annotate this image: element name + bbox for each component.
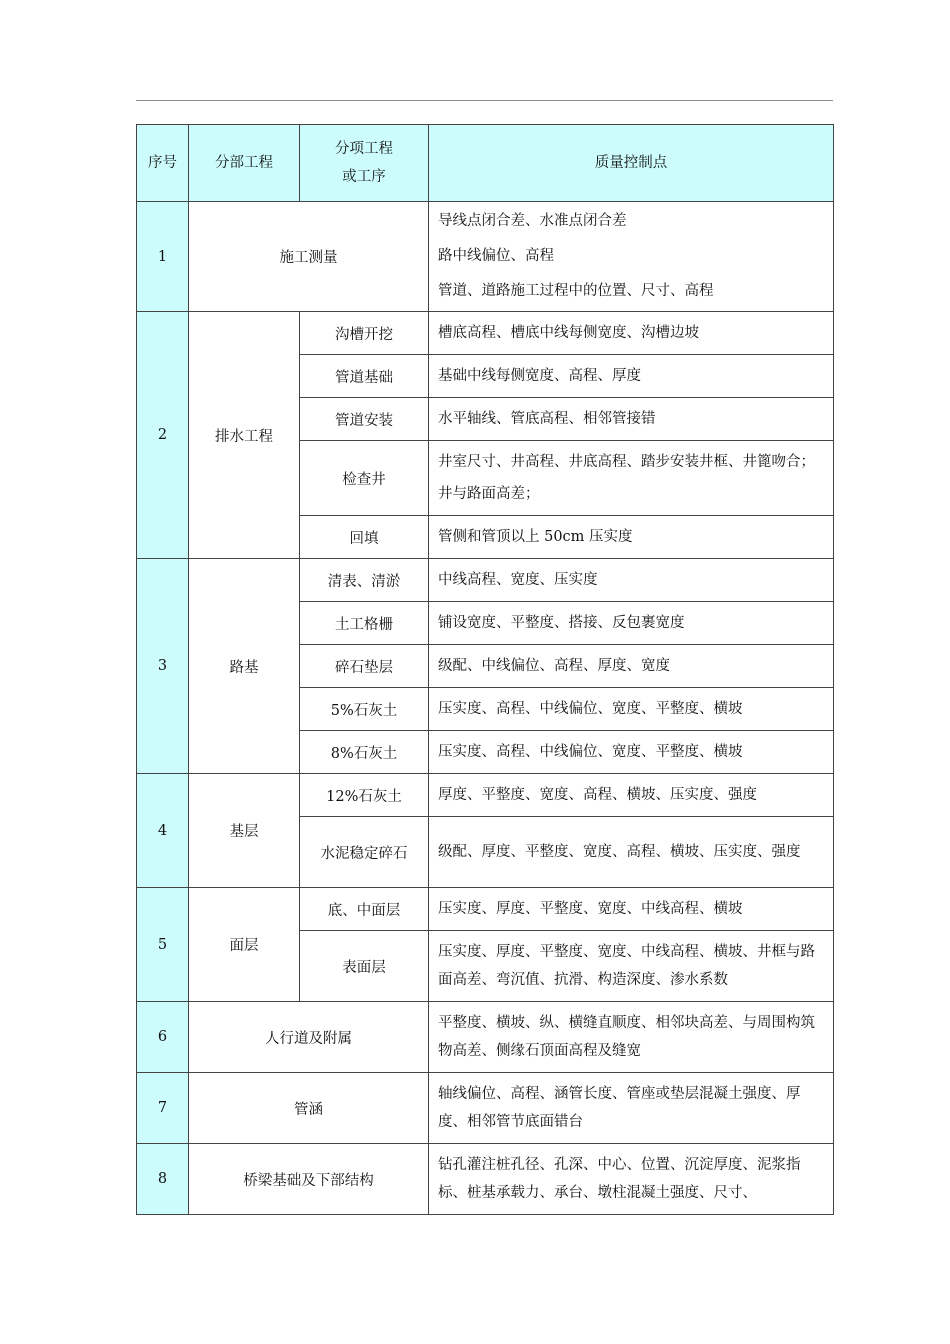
row-number: 3 <box>137 559 189 774</box>
subdivision-cell: 碎石垫层 <box>300 645 429 688</box>
control-points-cell: 水平轴线、管底高程、相邻管接错 <box>429 398 834 441</box>
row-number: 2 <box>137 312 189 559</box>
control-points-cell <box>429 202 834 312</box>
control-points-cell: 压实度、厚度、平整度、宽度、中线高程、横坡 <box>429 888 834 931</box>
division-cell: 桥梁基础及下部结构 <box>189 1144 429 1215</box>
control-point-line: 导线点闭合差、水准点闭合差 <box>438 213 627 229</box>
control-points-cell: 压实度、高程、中线偏位、宽度、平整度、横坡 <box>429 688 834 731</box>
header-rule <box>136 100 833 101</box>
row-number: 5 <box>137 888 189 1002</box>
control-points-cell: 中线高程、宽度、压实度 <box>429 559 834 602</box>
table-row <box>137 202 834 312</box>
header-division: 分部工程 <box>189 125 300 202</box>
table-row <box>137 774 834 817</box>
subdivision-cell: 12%石灰土 <box>300 774 429 817</box>
row-number: 8 <box>137 1144 189 1215</box>
table-header-row <box>137 125 834 202</box>
control-points-cell: 槽底高程、槽底中线每侧宽度、沟槽边坡 <box>429 312 834 355</box>
control-points-cell: 铺设宽度、平整度、搭接、反包裹宽度 <box>429 602 834 645</box>
subdivision-cell: 检查井 <box>300 441 429 516</box>
control-point-line: 路中线偏位、高程 <box>438 248 554 264</box>
control-points-cell: 基础中线每侧宽度、高程、厚度 <box>429 355 834 398</box>
division-cell: 基层 <box>189 774 300 888</box>
header-subdivision <box>300 125 429 202</box>
control-points-cell: 压实度、厚度、平整度、宽度、中线高程、横坡、井框与路面高差、弯沉值、抗滑、构造深度、渗水系数 <box>429 931 834 1002</box>
subdivision-cell: 水泥稳定碎石 <box>300 817 429 888</box>
division-cell: 路基 <box>189 559 300 774</box>
table-row <box>137 1073 834 1144</box>
header-subdivision-line1: 分项工程 <box>335 141 393 157</box>
row-number: 7 <box>137 1073 189 1144</box>
header-subdivision-line2: 或工序 <box>342 169 386 185</box>
control-points-cell: 平整度、横坡、纵、横缝直顺度、相邻块高差、与周围构筑物高差、侧缘石顶面高程及缝宽 <box>429 1002 834 1073</box>
subdivision-cell: 表面层 <box>300 931 429 1002</box>
subdivision-cell: 沟槽开挖 <box>300 312 429 355</box>
table-row <box>137 888 834 931</box>
division-cell: 人行道及附属 <box>189 1002 429 1073</box>
quality-control-table <box>136 124 834 1215</box>
subdivision-cell: 清表、清淤 <box>300 559 429 602</box>
control-points-cell: 级配、厚度、平整度、宽度、高程、横坡、压实度、强度 <box>429 817 834 888</box>
control-points-cell: 轴线偏位、高程、涵管长度、管座或垫层混凝土强度、厚度、相邻管节底面错台 <box>429 1073 834 1144</box>
subdivision-cell: 回填 <box>300 516 429 559</box>
table-row <box>137 1002 834 1073</box>
header-control-points: 质量控制点 <box>429 125 834 202</box>
subdivision-cell: 土工格栅 <box>300 602 429 645</box>
division-cell: 面层 <box>189 888 300 1002</box>
row-number: 1 <box>137 202 189 312</box>
subdivision-cell: 底、中面层 <box>300 888 429 931</box>
row-number: 4 <box>137 774 189 888</box>
subdivision-cell: 管道安装 <box>300 398 429 441</box>
control-points-cell: 厚度、平整度、宽度、高程、横坡、压实度、强度 <box>429 774 834 817</box>
division-cell: 排水工程 <box>189 312 300 559</box>
control-points-cell: 压实度、高程、中线偏位、宽度、平整度、横坡 <box>429 731 834 774</box>
table-row <box>137 1144 834 1215</box>
division-cell: 管涵 <box>189 1073 429 1144</box>
table-row <box>137 559 834 602</box>
control-points-cell: 管侧和管顶以上 50cm 压实度 <box>429 516 834 559</box>
subdivision-cell: 5%石灰土 <box>300 688 429 731</box>
subdivision-cell: 管道基础 <box>300 355 429 398</box>
control-point-line: 管道、道路施工过程中的位置、尺寸、高程 <box>438 283 714 299</box>
table-row <box>137 312 834 355</box>
row-number: 6 <box>137 1002 189 1073</box>
header-seq: 序号 <box>137 125 189 202</box>
control-points-cell: 级配、中线偏位、高程、厚度、宽度 <box>429 645 834 688</box>
division-cell: 施工测量 <box>189 202 429 312</box>
subdivision-cell: 8%石灰土 <box>300 731 429 774</box>
control-points-cell: 井室尺寸、井高程、井底高程、踏步安装井框、井篦吻合；井与路面高差； <box>429 441 834 516</box>
control-points-cell: 钻孔灌注桩孔径、孔深、中心、位置、沉淀厚度、泥浆指标、桩基承载力、承台、墩柱混凝土强度、尺寸、 <box>429 1144 834 1215</box>
